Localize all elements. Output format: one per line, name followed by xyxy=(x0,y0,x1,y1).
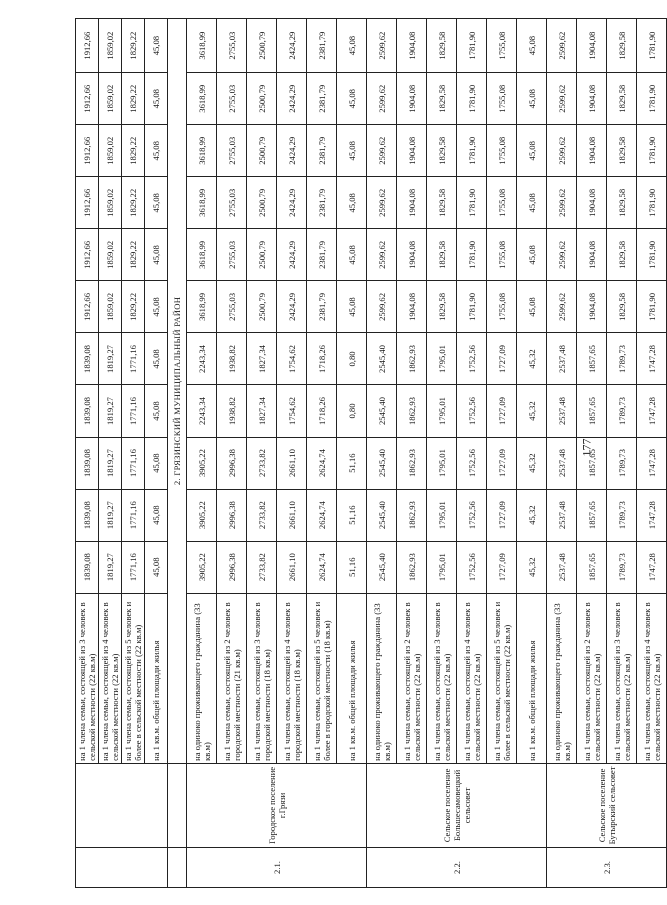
table-body xyxy=(76,19,667,888)
value-cell: 1839,08 xyxy=(76,437,99,489)
value-cell: 45,08 xyxy=(337,125,367,177)
value-cell: 45,08 xyxy=(517,73,547,125)
value-cell: 1771,16 xyxy=(122,541,145,593)
value-cell: 45,08 xyxy=(517,19,547,73)
value-cell: 2755,03 xyxy=(217,177,247,229)
value-cell: 45,08 xyxy=(145,541,168,593)
value-cell: 1857,65 xyxy=(577,333,607,385)
value-cell: 2661,10 xyxy=(277,541,307,593)
value-cell: 45,32 xyxy=(517,385,547,437)
value-cell: 1904,08 xyxy=(577,177,607,229)
value-cell: 2500,79 xyxy=(247,281,277,333)
value-cell: 1829,58 xyxy=(607,125,637,177)
value-cell: 1727,09 xyxy=(487,489,517,541)
settlement-cell-empty xyxy=(76,763,168,847)
row-description: на одиноко проживающего гражданина (33 кв.м) xyxy=(547,593,577,763)
table-row xyxy=(457,19,487,888)
value-cell: 1795,01 xyxy=(427,333,457,385)
value-cell: 2545,40 xyxy=(367,541,397,593)
value-cell: 3618,99 xyxy=(187,177,217,229)
value-cell: 1752,56 xyxy=(457,333,487,385)
value-cell: 1752,56 xyxy=(457,385,487,437)
value-cell: 2624,74 xyxy=(307,541,337,593)
table-row xyxy=(145,19,168,888)
value-cell: 51,16 xyxy=(337,541,367,593)
value-cell: 45,08 xyxy=(337,177,367,229)
value-cell: 45,08 xyxy=(337,281,367,333)
value-cell: 1789,73 xyxy=(607,385,637,437)
value-cell: 2599,62 xyxy=(367,73,397,125)
table-row xyxy=(187,19,217,888)
value-cell: 2424,29 xyxy=(277,19,307,73)
value-cell: 1747,28 xyxy=(637,437,667,489)
value-cell: 3618,99 xyxy=(187,125,217,177)
value-cell: 1829,58 xyxy=(427,229,457,281)
value-cell: 1859,02 xyxy=(99,19,122,73)
value-cell: 45,08 xyxy=(145,385,168,437)
value-cell: 1752,56 xyxy=(457,489,487,541)
row-description: на 1 члена семьи, состоящей из 2 человек в сельской местности (22 кв.м) xyxy=(577,593,607,763)
value-cell: 1789,73 xyxy=(607,541,637,593)
value-cell: 2755,03 xyxy=(217,73,247,125)
value-cell: 2381,79 xyxy=(307,229,337,281)
value-cell: 2599,62 xyxy=(547,229,577,281)
value-cell: 1912,66 xyxy=(76,19,99,73)
value-cell: 1857,65 xyxy=(577,385,607,437)
value-cell: 45,08 xyxy=(145,73,168,125)
table-row xyxy=(637,19,667,888)
value-cell: 2381,79 xyxy=(307,281,337,333)
value-cell: 1771,16 xyxy=(122,489,145,541)
tariff-table xyxy=(75,18,667,888)
value-cell: 1829,22 xyxy=(122,73,145,125)
value-cell: 1795,01 xyxy=(427,385,457,437)
value-cell: 1781,90 xyxy=(637,125,667,177)
value-cell: 1829,58 xyxy=(607,19,637,73)
row-description: на 1 кв.м. общей площади жилья xyxy=(517,593,547,763)
value-cell: 1781,90 xyxy=(457,125,487,177)
value-cell: 1839,08 xyxy=(76,333,99,385)
value-cell: 2661,10 xyxy=(277,489,307,541)
value-cell: 2624,74 xyxy=(307,437,337,489)
value-cell: 1829,22 xyxy=(122,281,145,333)
table-row xyxy=(122,19,145,888)
value-cell: 1727,09 xyxy=(487,437,517,489)
value-cell: 1781,90 xyxy=(637,73,667,125)
value-cell: 2599,62 xyxy=(367,229,397,281)
value-cell: 1857,65 xyxy=(577,541,607,593)
value-cell: 1859,02 xyxy=(99,229,122,281)
value-cell: 45,08 xyxy=(145,437,168,489)
value-cell: 1795,01 xyxy=(427,541,457,593)
value-cell: 1752,56 xyxy=(457,541,487,593)
value-cell: 1819,27 xyxy=(99,541,122,593)
rotated-content xyxy=(75,18,662,888)
value-cell: 2599,62 xyxy=(547,281,577,333)
value-cell: 2545,40 xyxy=(367,333,397,385)
value-cell: 1819,27 xyxy=(99,437,122,489)
table-row xyxy=(487,19,517,888)
value-cell: 45,08 xyxy=(517,177,547,229)
value-cell: 2424,29 xyxy=(277,177,307,229)
value-cell: 1829,58 xyxy=(427,281,457,333)
value-cell: 45,08 xyxy=(145,281,168,333)
table-row xyxy=(247,19,277,888)
value-cell: 1781,90 xyxy=(457,281,487,333)
value-cell: 1781,90 xyxy=(637,19,667,73)
value-cell: 1904,08 xyxy=(397,281,427,333)
value-cell: 1829,58 xyxy=(607,281,637,333)
value-cell: 1789,73 xyxy=(607,333,637,385)
value-cell: 45,08 xyxy=(145,489,168,541)
table-row xyxy=(427,19,457,888)
value-cell: 1829,58 xyxy=(427,73,457,125)
value-cell: 1727,09 xyxy=(487,541,517,593)
section-blank xyxy=(168,847,187,887)
value-cell: 0,80 xyxy=(337,385,367,437)
value-cell: 1755,08 xyxy=(487,19,517,73)
value-cell: 1829,58 xyxy=(427,19,457,73)
value-cell: 1755,08 xyxy=(487,73,517,125)
value-cell: 1859,02 xyxy=(99,177,122,229)
section-header-row xyxy=(168,19,187,888)
value-cell: 2599,62 xyxy=(547,73,577,125)
value-cell: 45,08 xyxy=(145,125,168,177)
value-cell: 2755,03 xyxy=(217,229,247,281)
row-description: на одиноко проживающего гражданина (33 кв.м) xyxy=(187,593,217,763)
value-cell: 1829,58 xyxy=(607,177,637,229)
table-row xyxy=(76,19,99,888)
value-cell: 3905,22 xyxy=(187,489,217,541)
value-cell: 1904,08 xyxy=(577,281,607,333)
table-row xyxy=(277,19,307,888)
value-cell: 3618,99 xyxy=(187,229,217,281)
value-cell: 1747,28 xyxy=(637,489,667,541)
value-cell: 1727,09 xyxy=(487,385,517,437)
value-cell: 1829,58 xyxy=(427,177,457,229)
row-description: на 1 кв.м. общей площади жилья xyxy=(145,593,168,763)
value-cell: 2599,62 xyxy=(547,177,577,229)
value-cell: 2424,29 xyxy=(277,229,307,281)
value-cell: 2733,82 xyxy=(247,437,277,489)
value-cell: 1789,73 xyxy=(607,437,637,489)
value-cell: 1771,16 xyxy=(122,437,145,489)
value-cell: 45,08 xyxy=(517,281,547,333)
value-cell: 2755,03 xyxy=(217,125,247,177)
section-title: 2. ГРЯЗИНСКИЙ МУНИЦИПАЛЬНЫЙ РАЙОН xyxy=(168,19,187,764)
value-cell: 2599,62 xyxy=(367,19,397,73)
value-cell: 2599,62 xyxy=(547,19,577,73)
value-cell: 1727,09 xyxy=(487,333,517,385)
page-number: 177 xyxy=(579,438,594,457)
value-cell: 2599,62 xyxy=(367,177,397,229)
value-cell: 45,08 xyxy=(145,177,168,229)
value-cell: 2537,48 xyxy=(547,541,577,593)
value-cell: 1819,27 xyxy=(99,489,122,541)
value-cell: 2537,48 xyxy=(547,385,577,437)
value-cell: 45,08 xyxy=(517,229,547,281)
table-row xyxy=(217,19,247,888)
value-cell: 2424,29 xyxy=(277,73,307,125)
group-index: 2.2. xyxy=(367,847,547,887)
value-cell: 1904,08 xyxy=(577,125,607,177)
value-cell: 2381,79 xyxy=(307,19,337,73)
value-cell: 1718,26 xyxy=(307,385,337,437)
value-cell: 45,08 xyxy=(517,125,547,177)
value-cell: 2381,79 xyxy=(307,73,337,125)
value-cell: 1781,90 xyxy=(637,281,667,333)
value-cell: 1781,90 xyxy=(457,229,487,281)
value-cell: 1747,28 xyxy=(637,333,667,385)
row-description: на 1 члена семьи, состоящей из 2 человек в сельской местности (22 кв.м) xyxy=(397,593,427,763)
value-cell: 2996,38 xyxy=(217,437,247,489)
value-cell: 2599,62 xyxy=(367,281,397,333)
value-cell: 1904,08 xyxy=(397,177,427,229)
value-cell: 1859,02 xyxy=(99,73,122,125)
value-cell: 3618,99 xyxy=(187,19,217,73)
value-cell: 1862,93 xyxy=(397,489,427,541)
value-cell: 1755,08 xyxy=(487,229,517,281)
row-description: на 1 члена семьи, состоящей из 3 человек в городской местности (18 кв.м) xyxy=(247,593,277,763)
value-cell: 2599,62 xyxy=(547,125,577,177)
row-description: на 1 члена семьи, состоящей из 5 человек и более в сельской местности (22 кв.м) xyxy=(122,593,145,763)
value-cell: 2624,74 xyxy=(307,489,337,541)
value-cell: 2733,82 xyxy=(247,489,277,541)
value-cell: 1904,08 xyxy=(397,125,427,177)
value-cell: 2545,40 xyxy=(367,385,397,437)
value-cell: 1904,08 xyxy=(577,73,607,125)
value-cell: 2424,29 xyxy=(277,125,307,177)
value-cell: 1829,58 xyxy=(427,125,457,177)
row-description: на одиноко проживающего гражданина (33 кв.м) xyxy=(367,593,397,763)
value-cell: 45,08 xyxy=(145,19,168,73)
value-cell: 3905,22 xyxy=(187,437,217,489)
value-cell: 2424,29 xyxy=(277,281,307,333)
table-row xyxy=(367,19,397,888)
group-index: 2.1. xyxy=(187,847,367,887)
value-cell: 1857,65 xyxy=(577,437,607,489)
value-cell: 1904,08 xyxy=(397,73,427,125)
value-cell: 1789,73 xyxy=(607,489,637,541)
value-cell: 45,32 xyxy=(517,489,547,541)
value-cell: 1829,22 xyxy=(122,125,145,177)
row-description: на 1 члена семьи, состоящей из 5 человек и более в городской местности (18 кв.м) xyxy=(307,593,337,763)
value-cell: 45,32 xyxy=(517,333,547,385)
value-cell: 1912,66 xyxy=(76,229,99,281)
table-row xyxy=(99,19,122,888)
value-cell: 2500,79 xyxy=(247,177,277,229)
value-cell: 1718,26 xyxy=(307,333,337,385)
row-description: на 1 члена семьи, состоящей из 3 человек в сельской местности (22 кв.м) xyxy=(427,593,457,763)
value-cell: 1829,22 xyxy=(122,177,145,229)
value-cell: 1912,66 xyxy=(76,177,99,229)
value-cell: 45,32 xyxy=(517,541,547,593)
index-cell-empty xyxy=(76,847,168,887)
value-cell: 1771,16 xyxy=(122,385,145,437)
value-cell: 1781,90 xyxy=(637,177,667,229)
value-cell: 1795,01 xyxy=(427,489,457,541)
value-cell: 1771,16 xyxy=(122,333,145,385)
value-cell: 1829,22 xyxy=(122,19,145,73)
value-cell: 2381,79 xyxy=(307,177,337,229)
value-cell: 2599,62 xyxy=(367,125,397,177)
value-cell: 1862,93 xyxy=(397,437,427,489)
value-cell: 2537,48 xyxy=(547,333,577,385)
value-cell: 1839,08 xyxy=(76,489,99,541)
section-blank xyxy=(168,763,187,847)
value-cell: 2545,40 xyxy=(367,489,397,541)
value-cell: 2661,10 xyxy=(277,437,307,489)
value-cell: 1755,08 xyxy=(487,177,517,229)
settlement-name: Сельское поселение Большесамовецкий сельсовет xyxy=(367,763,547,847)
value-cell: 1912,66 xyxy=(76,73,99,125)
value-cell: 2733,82 xyxy=(247,541,277,593)
value-cell: 2755,03 xyxy=(217,281,247,333)
value-cell: 2243,34 xyxy=(187,385,217,437)
value-cell: 1819,27 xyxy=(99,333,122,385)
value-cell: 2500,79 xyxy=(247,125,277,177)
value-cell: 3618,99 xyxy=(187,281,217,333)
value-cell: 0,80 xyxy=(337,333,367,385)
value-cell: 1827,34 xyxy=(247,385,277,437)
row-description: на 1 члена семьи, состоящей из 4 человек в сельской местности (22 кв.м) xyxy=(99,593,122,763)
settlement-name: Городское поселение г.Грязи xyxy=(187,763,367,847)
table-row xyxy=(607,19,637,888)
value-cell: 2996,38 xyxy=(217,541,247,593)
value-cell: 2500,79 xyxy=(247,19,277,73)
value-cell: 1904,08 xyxy=(397,19,427,73)
value-cell: 1819,27 xyxy=(99,385,122,437)
value-cell: 45,32 xyxy=(517,437,547,489)
value-cell: 1754,62 xyxy=(277,385,307,437)
value-cell: 45,08 xyxy=(337,19,367,73)
value-cell: 45,08 xyxy=(337,73,367,125)
value-cell: 2755,03 xyxy=(217,19,247,73)
value-cell: 45,08 xyxy=(337,229,367,281)
row-description: на 1 кв.м. общей площади жилья xyxy=(337,593,367,763)
value-cell: 1904,08 xyxy=(577,229,607,281)
value-cell: 3905,22 xyxy=(187,541,217,593)
value-cell: 1747,28 xyxy=(637,385,667,437)
value-cell: 51,16 xyxy=(337,437,367,489)
value-cell: 2537,48 xyxy=(547,489,577,541)
row-description: на 1 члена семьи, состоящей из 4 человек в сельской местности (22 кв.м) xyxy=(637,593,667,763)
value-cell: 1859,02 xyxy=(99,281,122,333)
value-cell: 1862,93 xyxy=(397,541,427,593)
value-cell: 2537,48 xyxy=(547,437,577,489)
value-cell: 1839,08 xyxy=(76,541,99,593)
table-row xyxy=(397,19,427,888)
value-cell: 1829,58 xyxy=(607,73,637,125)
value-cell: 1747,28 xyxy=(637,541,667,593)
value-cell: 1839,08 xyxy=(76,385,99,437)
value-cell: 1829,58 xyxy=(607,229,637,281)
value-cell: 45,08 xyxy=(145,333,168,385)
group-index: 2.3. xyxy=(547,847,667,887)
value-cell: 1912,66 xyxy=(76,125,99,177)
value-cell: 1862,93 xyxy=(397,385,427,437)
value-cell: 1938,82 xyxy=(217,385,247,437)
value-cell: 51,16 xyxy=(337,489,367,541)
value-cell: 1827,34 xyxy=(247,333,277,385)
row-description: на 1 члена семьи, состоящей из 4 человек в сельской местности (22 кв.м) xyxy=(457,593,487,763)
value-cell: 1754,62 xyxy=(277,333,307,385)
value-cell: 1781,90 xyxy=(457,73,487,125)
value-cell: 1862,93 xyxy=(397,333,427,385)
value-cell: 1857,65 xyxy=(577,489,607,541)
settlement-name: Сельское поселение Бутырский сельсовет xyxy=(547,763,667,847)
value-cell: 1752,56 xyxy=(457,437,487,489)
value-cell: 1781,90 xyxy=(457,177,487,229)
value-cell: 1781,90 xyxy=(637,229,667,281)
value-cell: 1904,08 xyxy=(577,19,607,73)
value-cell: 1829,22 xyxy=(122,229,145,281)
value-cell: 2500,79 xyxy=(247,229,277,281)
row-description: на 1 члена семьи, состоящей из 3 человек в сельской местности (22 кв.м) xyxy=(607,593,637,763)
value-cell: 1781,90 xyxy=(457,19,487,73)
value-cell: 2996,38 xyxy=(217,489,247,541)
value-cell: 1938,82 xyxy=(217,333,247,385)
table-row xyxy=(517,19,547,888)
value-cell: 1859,02 xyxy=(99,125,122,177)
value-cell: 1755,08 xyxy=(487,281,517,333)
value-cell: 2381,79 xyxy=(307,125,337,177)
row-description: на 1 члена семьи, состоящей из 5 человек и более в сельской местности (22 кв.м) xyxy=(487,593,517,763)
table-row xyxy=(337,19,367,888)
value-cell: 3618,99 xyxy=(187,73,217,125)
row-description: на 1 члена семьи, состоящей из 2 человек в городской местности (21 кв.м) xyxy=(217,593,247,763)
value-cell: 1912,66 xyxy=(76,281,99,333)
row-description: на 1 члена семьи, состоящей из 3 человек в сельской местности (22 кв.м) xyxy=(76,593,99,763)
row-description: на 1 члена семьи, состоящей из 4 человек в городской местности (18 кв.м) xyxy=(277,593,307,763)
value-cell: 2545,40 xyxy=(367,437,397,489)
value-cell: 1904,08 xyxy=(397,229,427,281)
value-cell: 1795,01 xyxy=(427,437,457,489)
value-cell: 45,08 xyxy=(145,229,168,281)
table-row xyxy=(547,19,577,888)
table-row xyxy=(307,19,337,888)
value-cell: 2243,34 xyxy=(187,333,217,385)
value-cell: 1755,08 xyxy=(487,125,517,177)
value-cell: 2500,79 xyxy=(247,73,277,125)
